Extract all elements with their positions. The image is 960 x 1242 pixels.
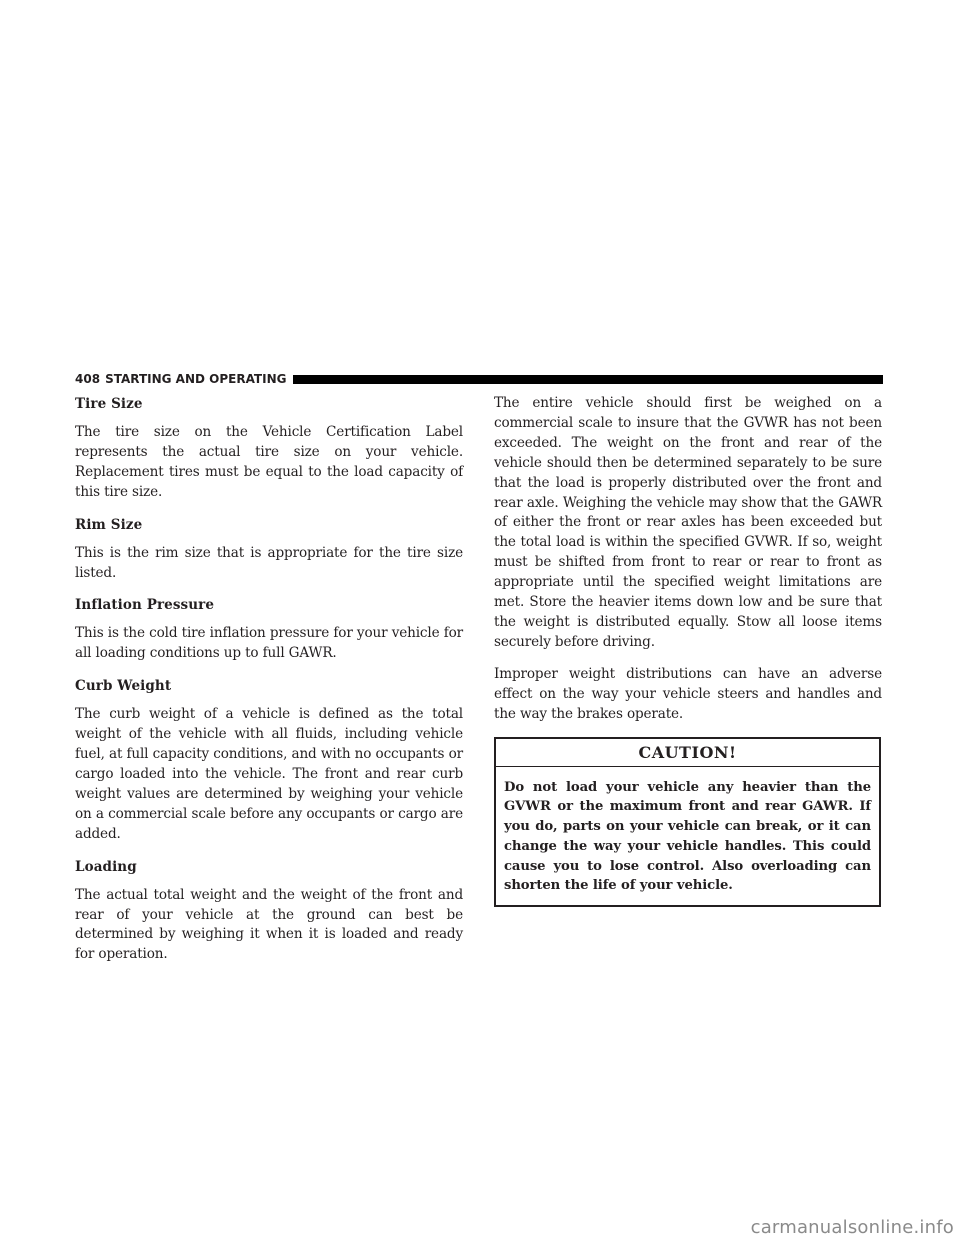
heading-curb-weight: Curb Weight [75, 678, 172, 695]
heading-rim-size: Rim Size [75, 516, 143, 533]
paragraph-inflation-pressure: This is the cold tire inflation pressure for your vehicle for all loading conditions up to full GAWR. [75, 625, 463, 662]
page-number: 408 [75, 372, 101, 386]
paragraph-curb-weight: The curb weight of a vehicle is defined as the total weight of the vehicle with all fluids, including vehicle fuel, at full capacity conditions, and with no occupants or cargo loaded into the vehicle. The front and rear curb weight values are determined by weighing your vehicle on a commercial scale before any occupants or cargo are added. [75, 706, 463, 842]
paragraph-weighing: The entire vehicle should first be weighed on a commercial scale to insure that the GVWR has not been exceeded. The weight on the front and rear of the vehicle should then be determined separately to be sure that the load is properly distributed over the front and rear axle. Weighing the vehicle may show that the GAWR of either the front or rear axles has been exceeded but the total load is within the specified GVWR. If so, weight must be shifted from front to rear or rear to front as appropriate until the specified weight limitations are met. Store the heavier items down low and be sure that the weight is distributed equally. Stow all loose items securely before driving. [494, 395, 882, 650]
section-title: STARTING AND OPERATING [105, 372, 287, 386]
heading-tire-size: Tire Size [75, 396, 143, 412]
watermark: carmanualsonline.info [750, 1217, 954, 1238]
paragraph-rim-size: This is the rim size that is appropriate for the tire size listed. [75, 544, 463, 581]
heading-loading: Loading [75, 858, 137, 875]
heading-inflation-pressure: Inflation Pressure [75, 597, 215, 614]
left-column [75, 394, 463, 977]
paragraph-loading: The actual total weight and the weight of the front and rear of your vehicle at the ground can best be determined by weighing it when it is loaded and ready for operation. [75, 886, 463, 963]
caution-text: Do not load your vehicle any heavier than the GVWR or the maximum front and rear GAWR. If you do, parts on your vehicle can break, or it can change the way your vehicle handles. This could cause you to lose control. Also overloading can shorten the life of your vehicle. [504, 779, 871, 894]
right-column [494, 394, 882, 907]
caution-box [494, 737, 881, 908]
paragraph-tire-size: The tire size on the Vehicle Certification Label represents the actual tire size on your vehicle. Replacement tires must be equal to the load capacity of this tire size. [75, 424, 463, 500]
paragraph-weight-distribution: Improper weight distributions can have an adverse effect on the way your vehicle steers and handles and the way the brakes operate. [494, 665, 882, 722]
header-rule [293, 375, 883, 384]
page-header [75, 372, 883, 386]
caution-title: CAUTION! [496, 739, 879, 767]
